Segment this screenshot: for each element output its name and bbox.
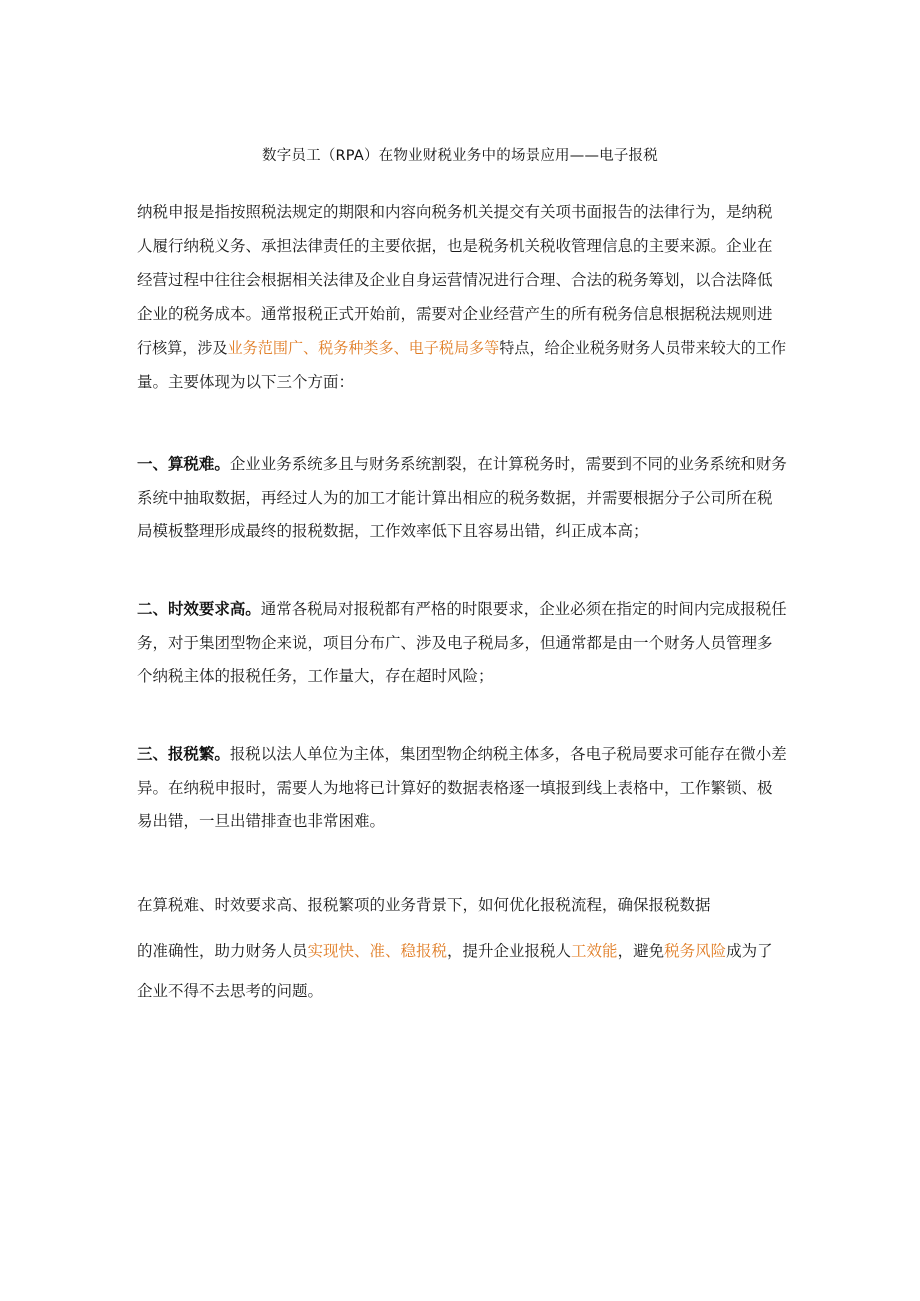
- conclusion-text: 成为了: [726, 942, 773, 960]
- conclusion-line: [137, 928, 787, 974]
- point-line: 局模板整理形成最终的报税数据，工作效率低下且容易出错，纠正成本高；: [137, 522, 649, 541]
- point-3-paragraph: [137, 738, 787, 839]
- point-line: 个纳税主体的报税任务，工作量大，存在超时风险；: [137, 667, 494, 686]
- point-2-paragraph: [137, 593, 787, 694]
- point-heading: 一、算税难。: [137, 455, 230, 473]
- highlight-text: 工效能: [571, 942, 618, 960]
- intro-line: 纳税申报是指按照税法规定的期限和内容向税务机关提交有关项书面报告的法律行为，是纳税: [137, 203, 773, 221]
- conclusion-text: ，提升企业报税人: [447, 942, 572, 960]
- highlight-text: 实现快、准、稳报税: [307, 942, 448, 960]
- conclusion-line: 企业不得不去思考的问题。: [137, 982, 324, 1000]
- conclusion-paragraph: [137, 882, 787, 1008]
- point-line: [137, 738, 787, 772]
- point-line: 易出错，一旦出错排查也非常困难。: [137, 812, 386, 831]
- intro-paragraph: [137, 195, 787, 399]
- intro-line: 企业的税务成本。通常报税正式开始前，需要对企业经营产生的所有税务信息根据税法规则进: [137, 305, 773, 323]
- point-heading: 二、时效要求高。: [137, 600, 261, 618]
- point-line: 异。在纳税申报时，需要人为地将已计算好的数据表格逐一填报到线上表格中，工作繁锁、极: [137, 778, 773, 797]
- point-heading: 三、报税繁。: [137, 745, 230, 763]
- point-text: 企业业务系统多且与财务系统割裂，在计算税务时，需要到不同的业务系统和财务: [229, 455, 787, 473]
- conclusion-line: 在算税难、时效要求高、报税繁项的业务背景下，如何优化报税流程，确保报税数据: [137, 896, 711, 914]
- document-title: 数字员工（RPA）在物业财税业务中的场景应用——电子报税: [262, 148, 658, 164]
- intro-line: 经营过程中往往会根据相关法律及企业自身运营情况进行合理、合法的税务筹划，以合法降低: [137, 271, 773, 289]
- conclusion-text: ，避免: [617, 942, 665, 960]
- point-line: 系统中抽取数据，再经过人为的加工才能计算出相应的税务数据，并需要根据分子公司所在税: [137, 488, 773, 507]
- conclusion-text: 的准确性，助力财务人员: [137, 942, 308, 960]
- point-line: [137, 593, 787, 627]
- intro-line: 人履行纳税义务、承担法律责任的主要依据，也是税务机关税收管理信息的主要来源。企业在: [137, 237, 773, 255]
- point-text: 通常各税局对报税都有严格的时限要求，企业必须在指定的时间内完成报税任: [260, 600, 787, 618]
- intro-text: 特点，给企业税务财务人员带来较大的工作: [499, 339, 787, 357]
- intro-line: [137, 331, 787, 365]
- intro-text: 行核算，涉及: [137, 339, 228, 357]
- point-1-paragraph: [137, 448, 787, 549]
- point-line: 务，对于集团型物企来说，项目分布广、涉及电子税局多，但通常都是由一个财务人员管理多: [137, 633, 773, 652]
- highlight-text: 业务范围广、税务种类多、电子税局多等: [227, 339, 500, 357]
- point-text: 报税以法人单位为主体，集团型物企纳税主体多，各电子税局要求可能存在微小差: [229, 745, 787, 763]
- point-line: [137, 448, 787, 482]
- highlight-text: 税务风险: [664, 942, 727, 960]
- intro-line: 量。主要体现为以下三个方面：: [137, 373, 355, 391]
